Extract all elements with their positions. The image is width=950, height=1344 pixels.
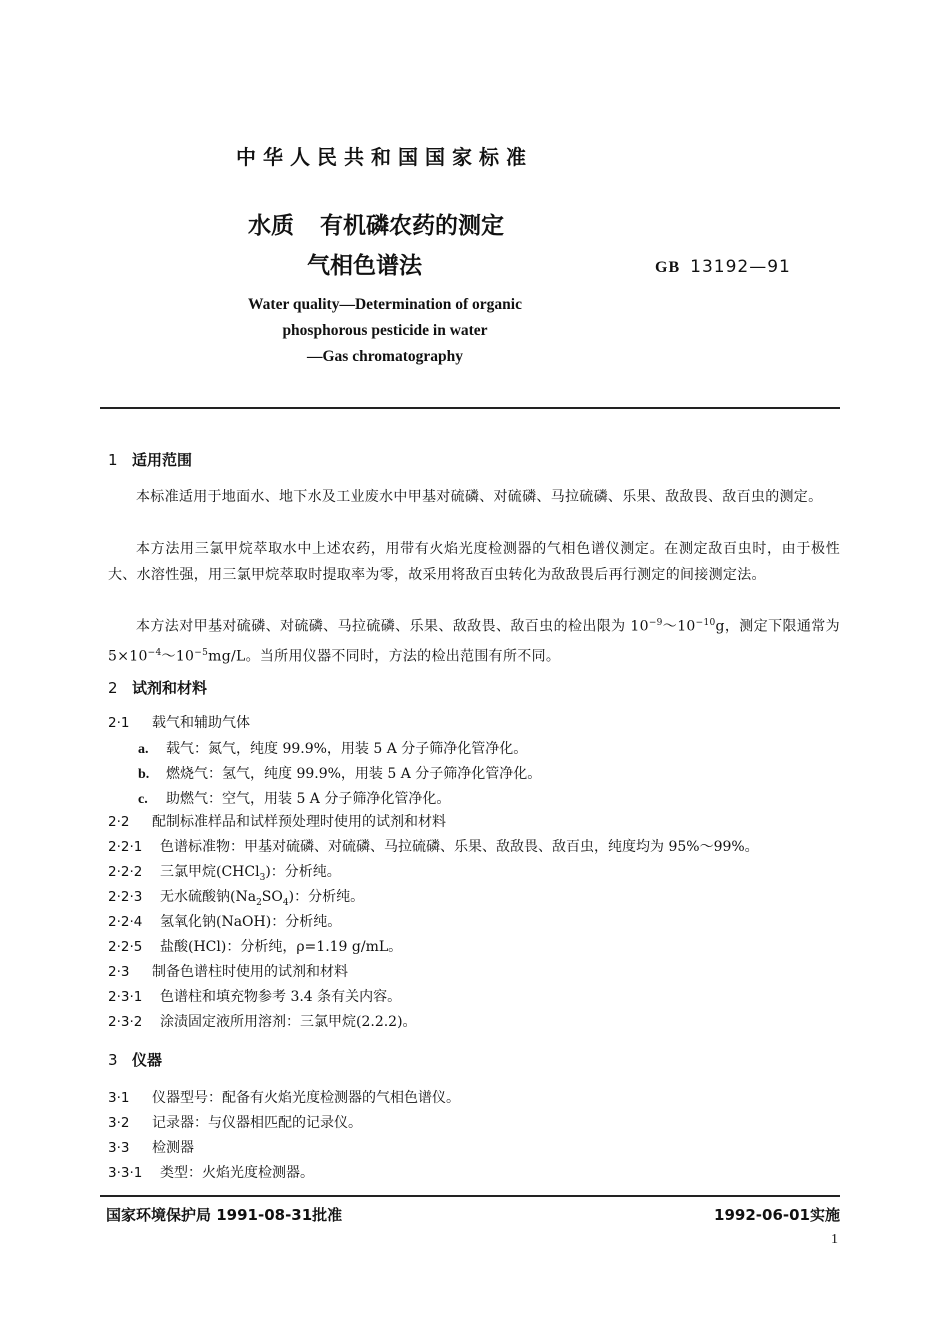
- clause-2-2-4: 2·2·4 氢氧化钠(NaOH)：分析纯。: [108, 914, 342, 930]
- implementation-date: 1992-06-01实施: [714, 1206, 840, 1224]
- clause-2-2: 2·2 配制标准样品和试样预处理时使用的试剂和材料: [108, 814, 446, 830]
- section-title: 仪器: [132, 1051, 163, 1069]
- section-1-heading: [108, 449, 192, 470]
- section-number: 3: [108, 1051, 118, 1069]
- section-3-heading: [108, 1049, 162, 1070]
- section-number: 1: [108, 451, 118, 469]
- clause-3-2: 3·2 记录器：与仪器相匹配的记录仪。: [108, 1115, 362, 1131]
- page-number: 1: [831, 1232, 838, 1247]
- section-number: 2: [108, 679, 118, 697]
- gas-item-b: b. 燃烧气：氢气，纯度 99.9%，用装 5 A 分子筛净化管净化。: [138, 766, 542, 782]
- standard-type-heading: 中华人民共和国国家标准: [236, 145, 533, 169]
- standard-number: [655, 257, 791, 277]
- scope-paragraph-1: 本标准适用于地面水、地下水及工业废水中甲基对硫磷、对硫磷、马拉硫磷、乐果、敌敌畏、敌百虫的测定。: [136, 489, 823, 505]
- title-cn-line2: 气相色谱法: [307, 253, 422, 279]
- standard-code: 13192—91: [690, 257, 791, 277]
- title-cn-line1: [248, 207, 504, 240]
- title-en-line3: —Gas chromatography: [306, 348, 463, 365]
- footer-divider: [100, 1195, 840, 1197]
- clause-2-2-2: 2·2·2 三氯甲烷(CHCl$_3$)：分析纯。: [108, 864, 341, 883]
- title-en-line2: phosphorous pesticide in water: [282, 322, 488, 339]
- clause-2-3: 2·3 制备色谱柱时使用的试剂和材料: [108, 964, 348, 980]
- clause-3-1: 3·1 仪器型号：配备有火焰光度检测器的气相色谱仪。: [108, 1090, 460, 1106]
- title-en-line1: Water quality—Determination of organic: [248, 296, 522, 313]
- gas-item-c: c. 助燃气：空气，用装 5 A 分子筛净化管净化。: [138, 791, 451, 807]
- approval-date: 国家环境保护局 1991-08-31批准: [106, 1206, 343, 1224]
- clause-2-3-2: 2·3·2 涂渍固定液所用溶剂：三氯甲烷(2.2.2)。: [108, 1014, 417, 1030]
- gas-item-a: a. 载气：氮气，纯度 99.9%，用装 5 A 分子筛净化管净化。: [138, 741, 528, 757]
- clause-3-3-1: 3·3·1 类型：火焰光度检测器。: [108, 1165, 314, 1181]
- clause-2-2-1: 2·2·1 色谱标准物：甲基对硫磷、对硫磷、马拉硫磷、乐果、敌敌畏、敌百虫，纯度均为 95%～99%。: [108, 839, 759, 855]
- standard-prefix: GB: [655, 259, 681, 276]
- title-cn-part1: 水质: [248, 213, 294, 239]
- header-divider: [100, 407, 840, 409]
- title-cn-part2: 有机磷农药的测定: [320, 213, 504, 239]
- clause-2-3-1: 2·3·1 色谱柱和填充物参考 3.4 条有关内容。: [108, 989, 402, 1005]
- clause-2-2-5: 2·2·5 盐酸(HCl)：分析纯，ρ=1.19 g/mL。: [108, 939, 403, 955]
- scope-paragraph-2: 本方法用三氯甲烷萃取水中上述农药，用带有火焰光度检测器的气相色谱仪测定。在测定敌百虫时，由于极性大、水溶性强，用三氯甲烷萃取时提取率为零，故采用将敌百虫转化为敌敌畏后再行测定的间接测定法。: [108, 541, 840, 583]
- scope-paragraph-3: 本方法对甲基对硫磷、对硫磷、马拉硫磷、乐果、敌敌畏、敌百虫的检出限为 $10^{-9}\sim 10^{-10}g$，测定下限通常为 $5\times 10^{-4}\sim 10^{-5}mg/L$。当所用仪器不同时，方法的检出范围有所不同。: [108, 618, 840, 665]
- section-title: 适用范围: [132, 451, 193, 469]
- section-2-heading: [108, 677, 207, 698]
- clause-3-3: 3·3 检测器: [108, 1140, 194, 1156]
- clause-2-2-3: 2·2·3 无水硫酸钠$(Na_2SO_4)$：分析纯。: [108, 889, 365, 908]
- clause-2-1: 2·1 载气和辅助气体: [108, 715, 250, 731]
- section-title: 试剂和材料: [132, 679, 208, 697]
